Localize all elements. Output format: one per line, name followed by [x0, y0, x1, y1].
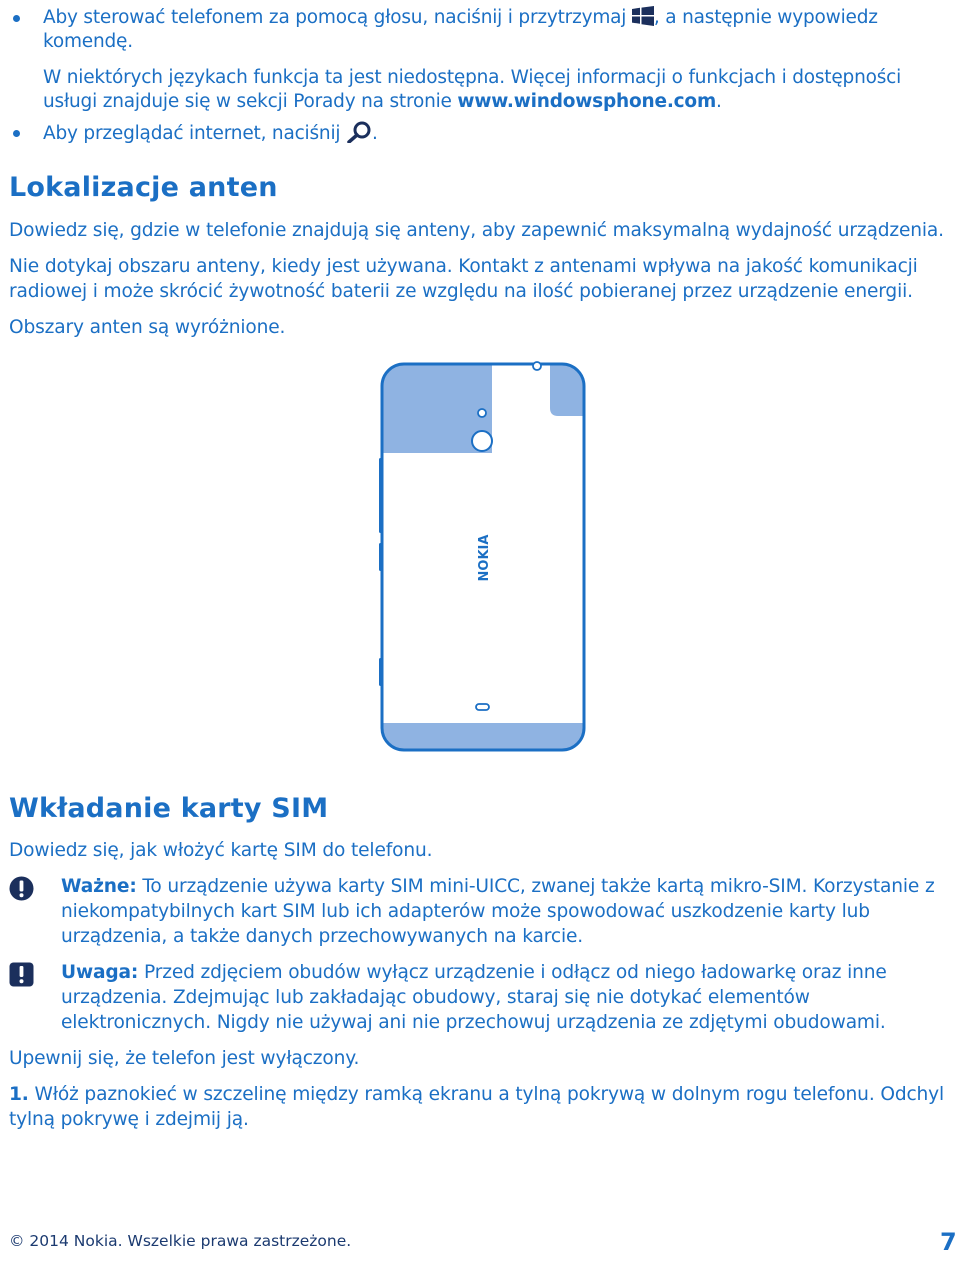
caution-text: Przed zdjęciem obudów wyłącz urządzenie i odłącz od niego ładowarkę oraz inne: [138, 962, 887, 983]
antenna-area-bottom: [382, 723, 584, 758]
voice-control-text-end: , a następnie wypowiedz: [653, 7, 878, 28]
voice-note-line1: W niektórych językach funkcja ta jest niedostępna. Więcej informacji o funkcjach i dostępności: [43, 67, 902, 88]
voice-note-text: usługi znajduje się w sekcji Porady na stronie: [43, 91, 458, 112]
antennas-heading: Lokalizacje anten: [9, 172, 278, 203]
caution-label: Uwaga:: [61, 962, 139, 983]
caution-line1: [61, 960, 956, 985]
speaker-grille: [476, 704, 489, 710]
sim-heading: Wkładanie karty SIM: [9, 793, 329, 824]
voice-control-text: Aby sterować telefonem za pomocą głosu, naciśnij i przytrzymaj: [43, 7, 632, 28]
step-1-number: 1.: [9, 1084, 29, 1105]
mic-hole: [533, 362, 541, 370]
caution-line2: urządzenia. Zdejmując lub zakładając obudowy, staraj się nie dotykać elementów: [61, 987, 810, 1008]
important-line2: niekompatybilnych kart SIM lub ich adapterów może spowodować uszkodzenie karty lub: [61, 901, 870, 922]
camera-button: [379, 658, 383, 686]
browse-text: Aby przeglądać internet, naciśnij: [43, 123, 347, 144]
caution-warning-icon: [9, 962, 34, 987]
sim-intro: Dowiedz się, jak włożyć kartę SIM do telefonu.: [9, 840, 433, 861]
page-number: 7: [940, 1228, 957, 1256]
step-1-line1: [9, 1082, 957, 1107]
antennas-intro: Dowiedz się, gdzie w telefonie znajdują się anteny, aby zapewnić maksymalną wydajność urządzenia.: [9, 220, 944, 241]
important-text: To urządzenie używa karty SIM mini-UICC, zwanej także kartą mikro-SIM. Korzystanie z: [136, 876, 935, 897]
windows-start-icon: [632, 6, 654, 26]
antennas-paragraph-line2: radiowej i może skrócić żywotność baterii ze względu na ilość pobieranej przez urządzenie energii.: [9, 281, 913, 302]
step-1-line2: tylną pokrywę i zdejmij ją.: [9, 1109, 249, 1130]
power-button: [379, 543, 383, 571]
camera-lens: [472, 431, 492, 451]
voice-control-bullet: [43, 6, 953, 30]
antennas-highlighted-note: Obszary anten są wyróżnione.: [9, 317, 286, 338]
ensure-phone-off: Upewnij się, że telefon jest wyłączony.: [9, 1048, 360, 1069]
important-line1: [61, 874, 960, 899]
voice-note-line2: [43, 90, 958, 114]
voice-control-bullet-line2: komendę.: [43, 31, 133, 52]
voice-note-period: .: [716, 91, 722, 112]
volume-button: [379, 458, 383, 533]
important-line3: urządzenia, a także danych przechowywanych na karcie.: [61, 926, 584, 947]
browse-period: .: [372, 123, 378, 144]
search-icon: [346, 121, 372, 143]
phone-antenna-diagram: [370, 358, 598, 758]
copyright-footer: © 2014 Nokia. Wszelkie prawa zastrzeżone.: [9, 1232, 352, 1250]
bullet-marker: [13, 130, 20, 137]
step-1-text: Włóż paznokieć w szczelinę między ramką ekranu a tylną pokrywą w dolnym rogu telefonu. Odchyl: [28, 1084, 945, 1105]
important-warning-icon: [9, 876, 34, 901]
phone-brand-logo: NOKIA: [477, 534, 492, 582]
bullet-marker: [13, 15, 20, 22]
antennas-paragraph-line1: Nie dotykaj obszaru anteny, kiedy jest używana. Kontakt z antenami wpływa na jakość komunikacji: [9, 256, 918, 277]
windowsphone-link[interactable]: www.windowsphone.com: [457, 91, 717, 112]
antenna-area-top-right: [550, 358, 584, 416]
important-label: Ważne:: [61, 876, 137, 897]
caution-line3: elektronicznych. Nigdy nie używaj ani nie przechowuj urządzenia ze zdjętymi obudowami.: [61, 1012, 886, 1033]
flash: [478, 409, 486, 417]
browse-bullet: [43, 121, 378, 146]
